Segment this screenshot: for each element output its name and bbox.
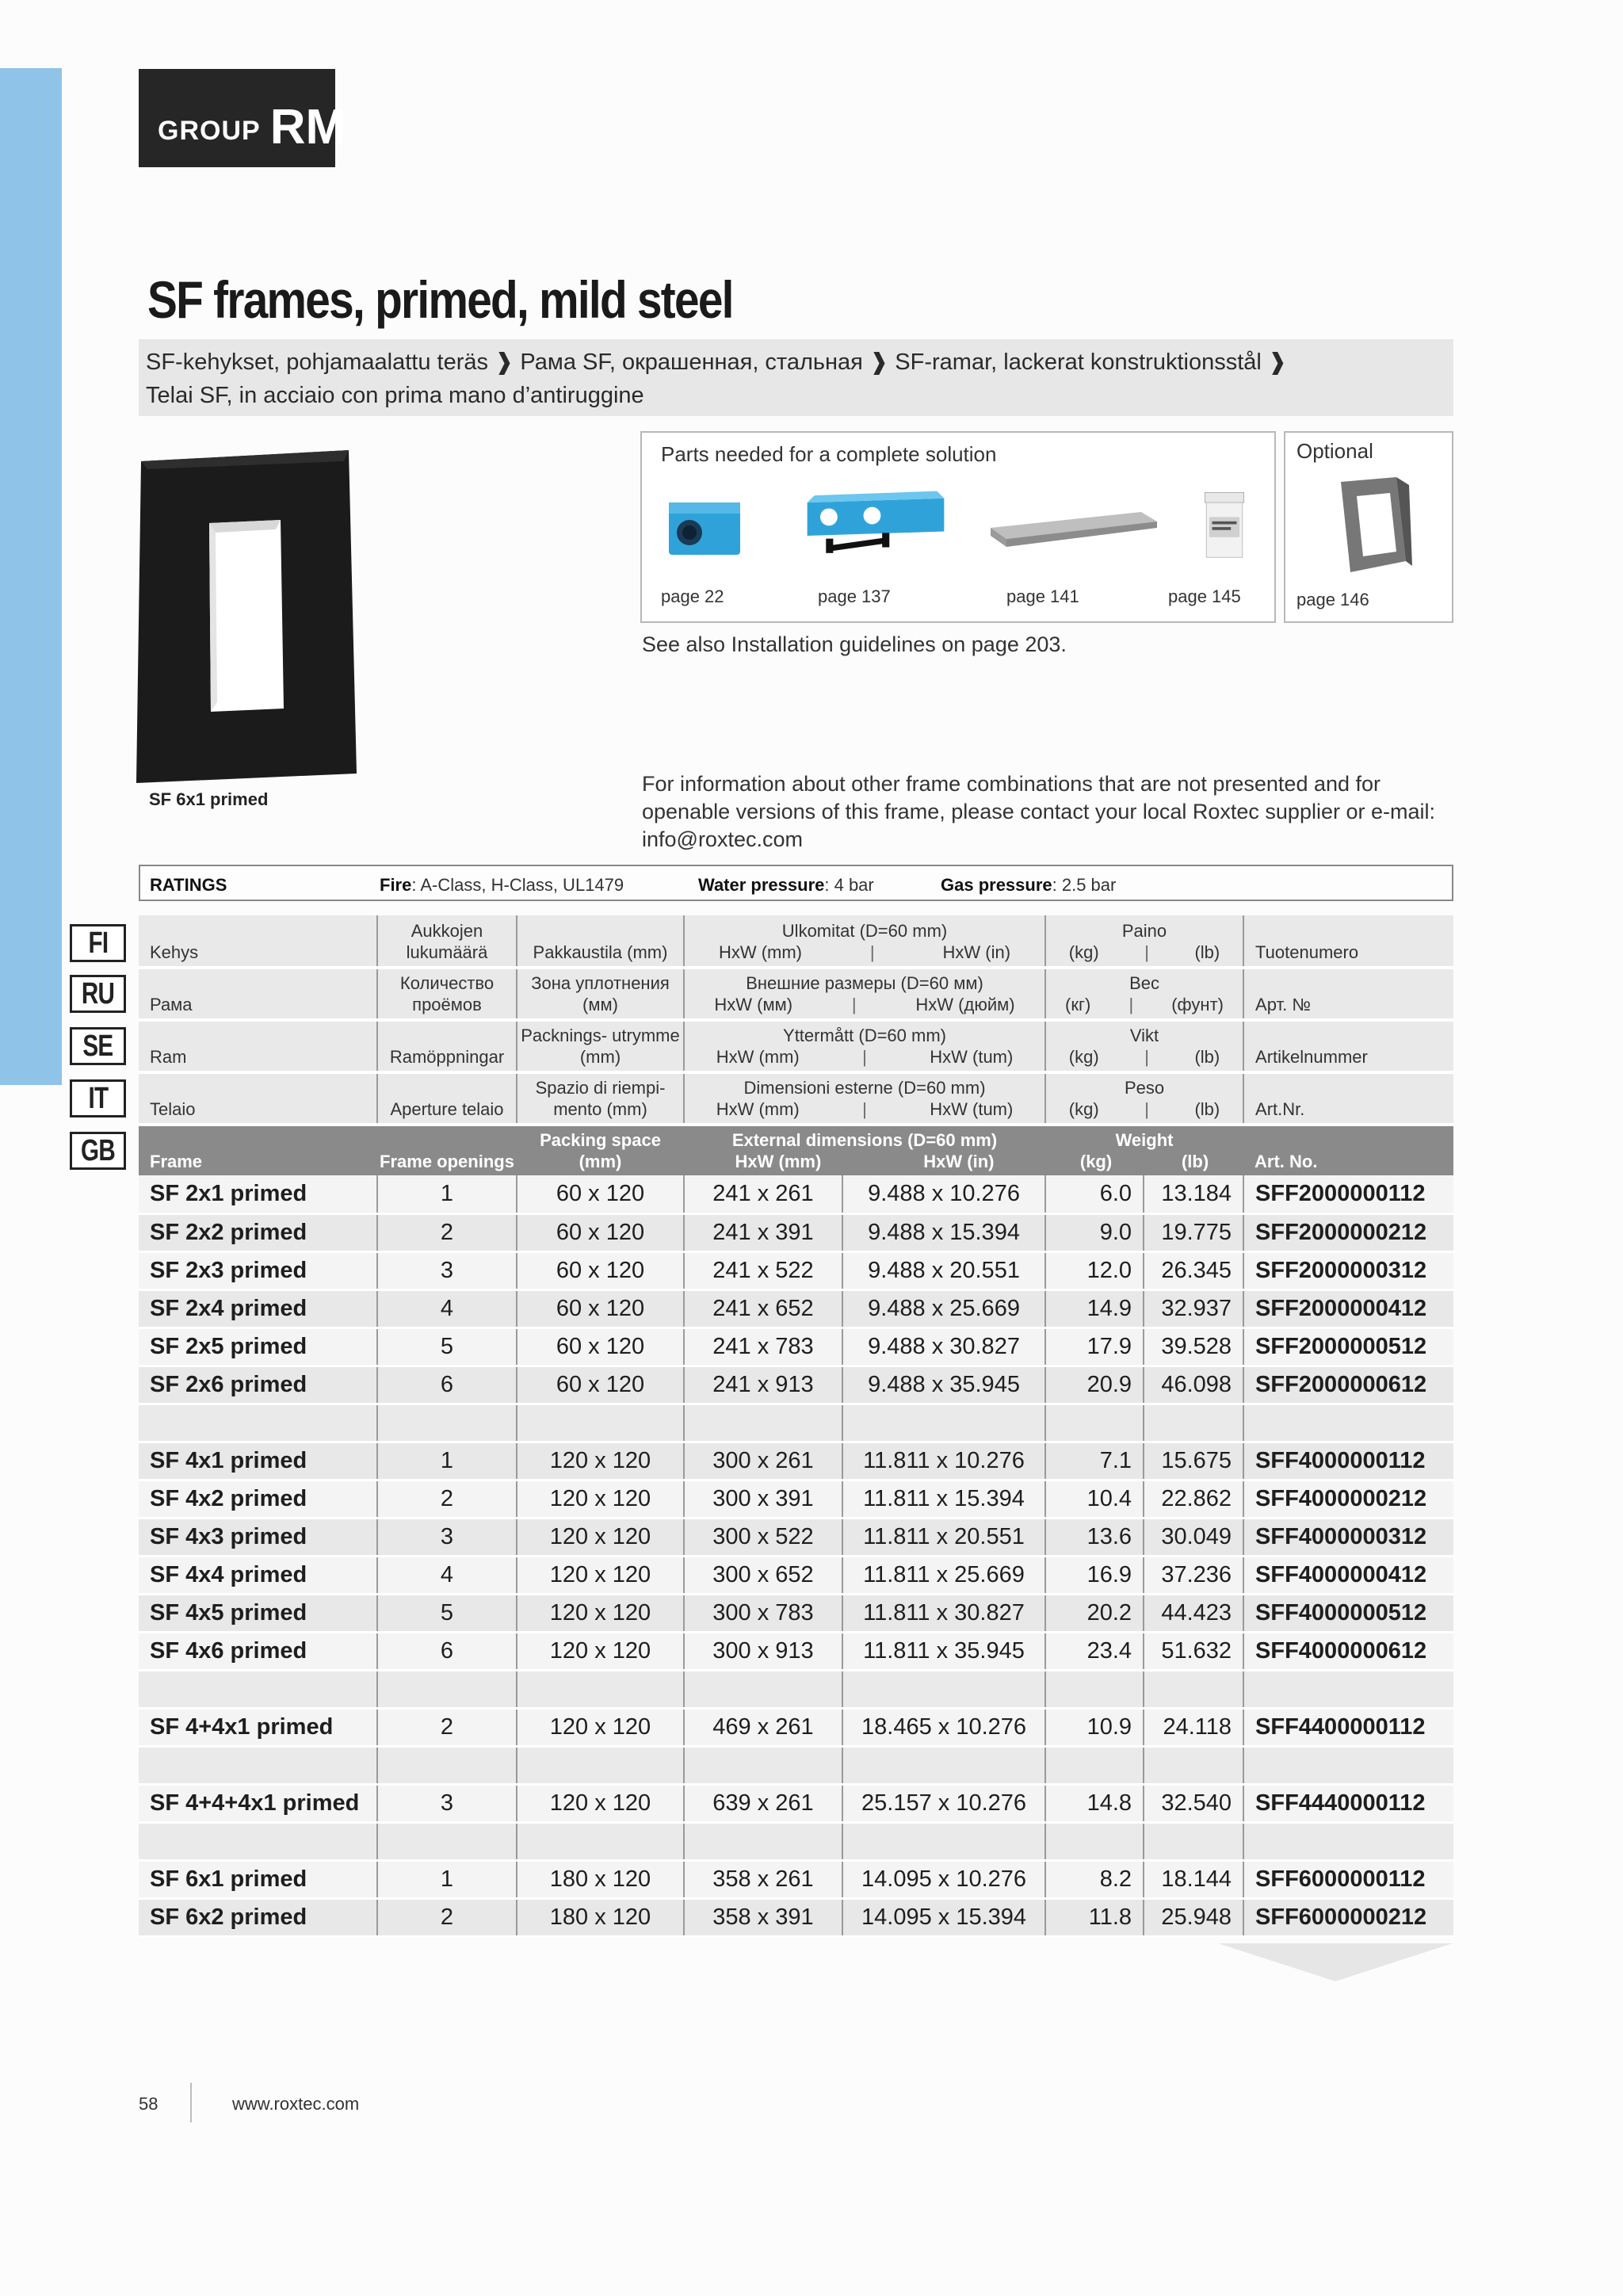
stayplate-icon[interactable] (983, 488, 1165, 567)
dimensions-mm-cell: 300 x 261 (684, 1442, 842, 1480)
dimensions-in-cell: 11.811 x 10.276 (842, 1442, 1045, 1480)
packing-cell: 60 x 120 (517, 1366, 684, 1404)
footer-url[interactable]: www.roxtec.com (232, 2094, 360, 2114)
table-row (139, 1518, 1453, 1556)
weight-lb-cell: 18.144 (1144, 1860, 1243, 1898)
article-number-cell: SFF4000000112 (1243, 1442, 1453, 1480)
continue-arrow (1218, 1943, 1453, 1981)
parts-needed-box (640, 431, 1276, 623)
photo-caption: SF 6x1 primed (149, 789, 269, 809)
weight-lb-cell: 25.948 (1144, 1898, 1243, 1936)
accent-strip (0, 68, 62, 1085)
spacer-row (139, 1404, 1453, 1442)
packing-cell: 120 x 120 (517, 1594, 684, 1632)
article-number-cell: SFF2000000612 (1243, 1366, 1453, 1404)
article-number-cell: SFF6000000112 (1243, 1860, 1453, 1898)
dimensions-in-cell: 14.095 x 10.276 (842, 1860, 1045, 1898)
weight-kg-cell: 11.8 (1045, 1898, 1144, 1936)
header-row-it: Telaio Aperture telaio Spazio di riempi- mento (mm) Dimensioni esterne (D=60 mm) HxW (mm) | HxW (tum) Peso (kg) | (lb) Art.Nr. (139, 1072, 1453, 1125)
dimensions-mm-cell: 639 x 261 (684, 1784, 842, 1822)
weight-lb-cell: 24.118 (1144, 1708, 1243, 1746)
frame-name-cell: SF 4x2 primed (139, 1480, 377, 1518)
parts-title: Parts needed for a complete solution (661, 442, 997, 466)
optional-title: Optional (1296, 439, 1373, 463)
weight-lb-cell: 15.675 (1144, 1442, 1243, 1480)
frame-name-cell: SF 2x6 primed (139, 1366, 377, 1404)
frame-name-cell: SF 6x2 primed (139, 1898, 377, 1936)
dimensions-in-cell: 9.488 x 20.551 (842, 1251, 1045, 1289)
article-number-cell: SFF2000000412 (1243, 1289, 1453, 1328)
lang-tag-se: SE (70, 1027, 126, 1065)
frame-name-cell: SF 2x5 primed (139, 1328, 377, 1366)
packing-cell: 180 x 120 (517, 1898, 684, 1936)
packing-cell: 60 x 120 (517, 1175, 684, 1213)
openings-cell: 1 (377, 1442, 517, 1480)
dimensions-in-cell: 14.095 x 15.394 (842, 1898, 1045, 1936)
header-row-gb: Frame Frame openings Packing space (mm) External dimensions (D=60 mm) HxW (mm) HxW (in) Weight (kg) (lb) Art. No. (139, 1125, 1453, 1175)
subtitle-translations (139, 339, 1453, 416)
weight-kg-cell: 13.6 (1045, 1518, 1144, 1556)
openings-cell: 4 (377, 1289, 517, 1328)
weight-kg-cell: 12.0 (1045, 1251, 1144, 1289)
table-row (139, 1594, 1453, 1632)
lang-tag-ru: RU (70, 975, 126, 1013)
table-row (139, 1251, 1453, 1289)
dimensions-mm-cell: 300 x 913 (684, 1632, 842, 1670)
dimensions-in-cell: 11.811 x 25.669 (842, 1556, 1045, 1594)
spec-table-body (139, 1175, 1453, 1936)
lang-tag-gb: GB (70, 1132, 126, 1170)
dimensions-mm-cell: 241 x 261 (684, 1175, 842, 1213)
part-page-4[interactable]: page 145 (1168, 586, 1241, 606)
packing-cell: 60 x 120 (517, 1213, 684, 1251)
dimensions-mm-cell: 241 x 391 (684, 1213, 842, 1251)
ratings-label: RATINGS (150, 875, 227, 895)
weight-lb-cell: 51.632 (1144, 1632, 1243, 1670)
part-page-3[interactable]: page 141 (1006, 586, 1079, 606)
dimensions-mm-cell: 241 x 783 (684, 1328, 842, 1366)
dimensions-in-cell: 11.811 x 15.394 (842, 1480, 1045, 1518)
article-number-cell: SFF4000000512 (1243, 1594, 1453, 1632)
article-number-cell: SFF4000000212 (1243, 1480, 1453, 1518)
frame-name-cell: SF 4+4x1 primed (139, 1708, 377, 1746)
dimensions-in-cell: 18.465 x 10.276 (842, 1708, 1045, 1746)
weight-kg-cell: 7.1 (1045, 1442, 1144, 1480)
weight-lb-cell: 30.049 (1144, 1518, 1243, 1556)
packing-cell: 120 x 120 (517, 1518, 684, 1556)
dimensions-in-cell: 9.488 x 30.827 (842, 1328, 1045, 1366)
gas-label: Gas pressure (941, 875, 1052, 895)
article-number-cell: SFF2000000112 (1243, 1175, 1453, 1213)
frame-name-cell: SF 4x5 primed (139, 1594, 377, 1632)
article-number-cell: SFF6000000212 (1243, 1898, 1453, 1936)
article-number-cell: SFF2000000512 (1243, 1328, 1453, 1366)
article-number-cell: SFF2000000312 (1243, 1251, 1453, 1289)
gas-value: : 2.5 bar (1052, 875, 1117, 895)
dimensions-mm-cell: 300 x 522 (684, 1518, 842, 1556)
weight-kg-cell: 10.9 (1045, 1708, 1144, 1746)
frame-name-cell: SF 2x4 primed (139, 1289, 377, 1328)
dimensions-in-cell: 9.488 x 10.276 (842, 1175, 1045, 1213)
sealing-module-icon[interactable] (661, 488, 748, 567)
dimensions-mm-cell: 300 x 783 (684, 1594, 842, 1632)
table-row (139, 1860, 1453, 1898)
table-row (139, 1708, 1453, 1746)
optional-page[interactable]: page 146 (1296, 590, 1369, 609)
packing-cell: 60 x 120 (517, 1251, 684, 1289)
weight-kg-cell: 6.0 (1045, 1175, 1144, 1213)
optional-frame-icon[interactable] (1333, 474, 1412, 577)
lang-tag-fi: FI (70, 924, 126, 962)
openings-cell: 1 (377, 1175, 517, 1213)
frame-name-cell: SF 4x4 primed (139, 1556, 377, 1594)
dimensions-mm-cell: 241 x 913 (684, 1366, 842, 1404)
weight-lb-cell: 46.098 (1144, 1366, 1243, 1404)
weight-lb-cell: 37.236 (1144, 1556, 1243, 1594)
weight-kg-cell: 14.9 (1045, 1289, 1144, 1328)
weight-lb-cell: 44.423 (1144, 1594, 1243, 1632)
frame-name-cell: SF 2x3 primed (139, 1251, 377, 1289)
article-number-cell: SFF4000000312 (1243, 1518, 1453, 1556)
weight-kg-cell: 14.8 (1045, 1784, 1144, 1822)
openings-cell: 6 (377, 1366, 517, 1404)
weight-lb-cell: 32.540 (1144, 1784, 1243, 1822)
dimensions-mm-cell: 300 x 652 (684, 1556, 842, 1594)
water-label: Water pressure (698, 875, 825, 895)
table-row (139, 1480, 1453, 1518)
table-row (139, 1556, 1453, 1594)
page-number: 58 (139, 2094, 158, 2114)
table-row (139, 1632, 1453, 1670)
frame-name-cell: SF 6x1 primed (139, 1860, 377, 1898)
dimensions-in-cell: 9.488 x 25.669 (842, 1289, 1045, 1328)
dimensions-mm-cell: 241 x 652 (684, 1289, 842, 1328)
footer-divider (190, 2083, 192, 2122)
table-row (139, 1213, 1453, 1251)
openings-cell: 4 (377, 1556, 517, 1594)
dimensions-in-cell: 11.811 x 30.827 (842, 1594, 1045, 1632)
weight-kg-cell: 16.9 (1045, 1556, 1144, 1594)
weight-lb-cell: 19.775 (1144, 1213, 1243, 1251)
openings-cell: 2 (377, 1708, 517, 1746)
openings-cell: 5 (377, 1594, 517, 1632)
openings-cell: 6 (377, 1632, 517, 1670)
lubricant-icon[interactable] (1197, 488, 1252, 567)
frame-name-cell: SF 4x6 primed (139, 1632, 377, 1670)
packing-cell: 60 x 120 (517, 1289, 684, 1328)
frame-name-cell: SF 4x1 primed (139, 1442, 377, 1480)
compression-unit-icon[interactable] (792, 488, 959, 567)
see-also-note: See also Installation guidelines on page 203. (642, 632, 1067, 656)
spacer-row (139, 1822, 1453, 1860)
packing-cell: 120 x 120 (517, 1480, 684, 1518)
openings-cell: 3 (377, 1251, 517, 1289)
weight-kg-cell: 20.2 (1045, 1594, 1144, 1632)
dimensions-in-cell: 9.488 x 35.945 (842, 1366, 1045, 1404)
packing-cell: 120 x 120 (517, 1708, 684, 1746)
subtitle-line-2: Telai SF, in acciaio con prima mano d’antiruggine (146, 383, 644, 408)
packing-cell: 120 x 120 (517, 1632, 684, 1670)
packing-cell: 180 x 120 (517, 1860, 684, 1898)
frame-name-cell: SF 2x2 primed (139, 1213, 377, 1251)
dimensions-mm-cell: 241 x 522 (684, 1251, 842, 1289)
part-page-2[interactable]: page 137 (818, 586, 891, 606)
packing-cell: 120 x 120 (517, 1784, 684, 1822)
header-row-fi: Kehys Aukkojen lukumäärä Pakkaustila (mm) Ulkomitat (D=60 mm) HxW (mm) | HxW (in) Paino (kg) | (lb) Tuotenumero (139, 915, 1453, 968)
article-number-cell: SFF4440000112 (1243, 1784, 1453, 1822)
table-row (139, 1289, 1453, 1328)
openings-cell: 2 (377, 1213, 517, 1251)
lang-tag-it: IT (70, 1079, 126, 1117)
openings-cell: 5 (377, 1328, 517, 1366)
optional-box (1284, 431, 1453, 623)
header-row-ru: Рама Количество проёмов Зона уплотнения (мм) Внешние размеры (D=60 мм) HxW (мм) | HxW (дюйм) Вес (кг) | (фунт) Арт. № (139, 968, 1453, 1020)
weight-kg-cell: 23.4 (1045, 1632, 1144, 1670)
packing-cell: 60 x 120 (517, 1328, 684, 1366)
subtitle-line-1: SF-kehykset, pohjamaalattu teräs ❱ Рама SF, окрашенная, стальная ❱ SF-ramar, lackerat konstruktionsstål ❱ (146, 350, 1288, 375)
table-row (139, 1328, 1453, 1366)
weight-kg-cell: 17.9 (1045, 1328, 1144, 1366)
frame-name-cell: SF 4x3 primed (139, 1518, 377, 1556)
weight-lb-cell: 32.937 (1144, 1289, 1243, 1328)
group-code: RM (269, 100, 347, 155)
packing-cell: 120 x 120 (517, 1442, 684, 1480)
table-row (139, 1442, 1453, 1480)
dimensions-mm-cell: 469 x 261 (684, 1708, 842, 1746)
frame-name-cell: SF 2x1 primed (139, 1175, 377, 1213)
table-row (139, 1366, 1453, 1404)
spacer-row (139, 1746, 1453, 1784)
frame-name-cell: SF 4+4+4x1 primed (139, 1784, 377, 1822)
openings-cell: 1 (377, 1860, 517, 1898)
spacer-row (139, 1670, 1453, 1708)
article-number-cell: SFF4000000412 (1243, 1556, 1453, 1594)
table-row (139, 1175, 1453, 1213)
openings-cell: 3 (377, 1784, 517, 1822)
weight-lb-cell: 26.345 (1144, 1251, 1243, 1289)
ratings-bar (139, 865, 1453, 901)
weight-lb-cell: 22.862 (1144, 1480, 1243, 1518)
dimensions-mm-cell: 358 x 261 (684, 1860, 842, 1898)
article-number-cell: SFF4000000612 (1243, 1632, 1453, 1670)
dimensions-mm-cell: 300 x 391 (684, 1480, 842, 1518)
weight-kg-cell: 10.4 (1045, 1480, 1144, 1518)
dimensions-in-cell: 9.488 x 15.394 (842, 1213, 1045, 1251)
group-badge (139, 69, 347, 167)
openings-cell: 2 (377, 1898, 517, 1936)
openings-cell: 2 (377, 1480, 517, 1518)
table-row (139, 1784, 1453, 1822)
weight-lb-cell: 13.184 (1144, 1175, 1243, 1213)
article-number-cell: SFF4400000112 (1243, 1708, 1453, 1746)
info-text: For information about other frame combinations that are not presented and for openable versions of this frame, please contact your local Roxtec supplier or e-mail: info@roxtec.com (642, 772, 1435, 851)
fire-label: Fire (380, 875, 412, 895)
sf-frame-photo (133, 450, 357, 783)
water-value: : 4 bar (824, 875, 874, 895)
openings-cell: 3 (377, 1518, 517, 1556)
dimensions-in-cell: 25.157 x 10.276 (842, 1784, 1045, 1822)
part-page-1[interactable]: page 22 (661, 586, 724, 606)
group-prefix: GROUP (158, 116, 261, 146)
spec-table (139, 915, 1453, 1938)
weight-lb-cell: 39.528 (1144, 1328, 1243, 1366)
weight-kg-cell: 20.9 (1045, 1366, 1144, 1404)
table-row (139, 1898, 1453, 1936)
page-title: SF frames, primed, mild steel (147, 270, 733, 329)
header-row-se: Ram Ramöppningar Packnings- utrymme (mm) Yttermått (D=60 mm) HxW (mm) | HxW (tum) Vikt (kg) | (lb) Artikelnummer (139, 1020, 1453, 1072)
dimensions-mm-cell: 358 x 391 (684, 1898, 842, 1936)
fire-value: : A-Class, H-Class, UL1479 (411, 875, 624, 895)
dimensions-in-cell: 11.811 x 35.945 (842, 1632, 1045, 1670)
packing-cell: 120 x 120 (517, 1556, 684, 1594)
weight-kg-cell: 9.0 (1045, 1213, 1144, 1251)
article-number-cell: SFF2000000212 (1243, 1213, 1453, 1251)
dimensions-in-cell: 11.811 x 20.551 (842, 1518, 1045, 1556)
weight-kg-cell: 8.2 (1045, 1860, 1144, 1898)
